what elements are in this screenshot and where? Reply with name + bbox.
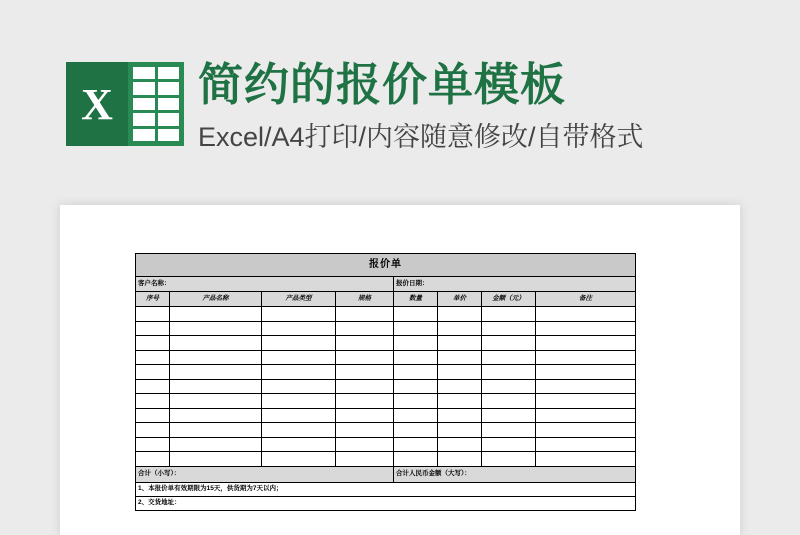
cell-remark xyxy=(536,379,636,394)
cell-amount xyxy=(482,437,536,452)
cell-spec xyxy=(336,307,394,322)
cell-spec xyxy=(336,394,394,409)
cell-index xyxy=(136,408,170,423)
column-header-index: 序号 xyxy=(136,292,170,307)
table-row xyxy=(136,365,636,380)
cell-quantity xyxy=(394,350,438,365)
notes-row-1 xyxy=(136,482,636,496)
cell-spec xyxy=(336,350,394,365)
cell-product-name xyxy=(170,423,262,438)
cell-unit-price xyxy=(438,365,482,380)
table-row xyxy=(136,321,636,336)
table-row xyxy=(136,379,636,394)
column-header-product-type: 产品类型 xyxy=(262,292,336,307)
cell-quantity xyxy=(394,452,438,467)
cell-index xyxy=(136,350,170,365)
cell-remark xyxy=(536,365,636,380)
banner-text xyxy=(198,58,644,156)
cell-remark xyxy=(536,307,636,322)
cell-product-type xyxy=(262,365,336,380)
table-row xyxy=(136,394,636,409)
quote-table xyxy=(135,253,636,511)
quote-sheet xyxy=(135,253,635,511)
cell-spec xyxy=(336,321,394,336)
cell-quantity xyxy=(394,408,438,423)
cell-remark xyxy=(536,452,636,467)
cell-unit-price xyxy=(438,408,482,423)
cell-index xyxy=(136,379,170,394)
cell-quantity xyxy=(394,336,438,351)
table-row xyxy=(136,336,636,351)
cell-quantity xyxy=(394,365,438,380)
note-line-2: 2、交货地址： xyxy=(136,496,636,510)
cell-amount xyxy=(482,423,536,438)
cell-quantity xyxy=(394,423,438,438)
excel-logo-letter: X xyxy=(66,62,128,146)
cell-remark xyxy=(536,350,636,365)
cell-spec xyxy=(336,437,394,452)
cell-amount xyxy=(482,336,536,351)
column-header-spec: 规格 xyxy=(336,292,394,307)
cell-index xyxy=(136,307,170,322)
cell-index xyxy=(136,452,170,467)
cell-unit-price xyxy=(438,452,482,467)
cell-remark xyxy=(536,408,636,423)
cell-product-name xyxy=(170,350,262,365)
table-row xyxy=(136,408,636,423)
cell-spec xyxy=(336,365,394,380)
cell-product-name xyxy=(170,437,262,452)
table-meta-row xyxy=(136,277,636,292)
cell-amount xyxy=(482,408,536,423)
cell-amount xyxy=(482,379,536,394)
cell-spec xyxy=(336,379,394,394)
table-row xyxy=(136,350,636,365)
cell-unit-price xyxy=(438,321,482,336)
cell-quantity xyxy=(394,394,438,409)
cell-product-type xyxy=(262,452,336,467)
cell-index xyxy=(136,365,170,380)
cell-product-name xyxy=(170,379,262,394)
cell-index xyxy=(136,394,170,409)
cell-unit-price xyxy=(438,437,482,452)
column-header-quantity: 数量 xyxy=(394,292,438,307)
cell-unit-price xyxy=(438,336,482,351)
table-header-row xyxy=(136,292,636,307)
cell-product-type xyxy=(262,307,336,322)
cell-unit-price xyxy=(438,350,482,365)
cell-unit-price xyxy=(438,379,482,394)
cell-product-type xyxy=(262,394,336,409)
table-row xyxy=(136,423,636,438)
cell-product-name xyxy=(170,307,262,322)
cell-spec xyxy=(336,336,394,351)
table-title-row xyxy=(136,254,636,277)
quote-date-label: 报价日期： xyxy=(394,277,636,292)
document-preview xyxy=(60,205,740,535)
cell-spec xyxy=(336,408,394,423)
total-rmb-label: 合计人民币金额（大写）： xyxy=(394,466,636,482)
cell-amount xyxy=(482,350,536,365)
cell-quantity xyxy=(394,379,438,394)
notes-row-2 xyxy=(136,496,636,510)
cell-quantity xyxy=(394,437,438,452)
table-row xyxy=(136,307,636,322)
cell-amount xyxy=(482,452,536,467)
column-header-amount: 金额（元） xyxy=(482,292,536,307)
page-subtitle: Excel/A4打印/内容随意修改/自带格式 xyxy=(198,122,644,152)
excel-logo-grid-icon xyxy=(128,62,184,146)
column-header-unit-price: 单价 xyxy=(438,292,482,307)
cell-product-name xyxy=(170,408,262,423)
cell-quantity xyxy=(394,307,438,322)
cell-product-name xyxy=(170,452,262,467)
note-line-1: 1、本报价单有效期限为15天，供货期为7天以内； xyxy=(136,482,636,496)
cell-remark xyxy=(536,423,636,438)
cell-amount xyxy=(482,321,536,336)
cell-product-type xyxy=(262,423,336,438)
total-sum-label: 合计（小写）： xyxy=(136,466,394,482)
cell-index xyxy=(136,336,170,351)
cell-product-name xyxy=(170,365,262,380)
cell-product-type xyxy=(262,350,336,365)
customer-name-label: 客户名称： xyxy=(136,277,394,292)
cell-amount xyxy=(482,365,536,380)
table-total-row xyxy=(136,466,636,482)
cell-product-name xyxy=(170,394,262,409)
cell-amount xyxy=(482,394,536,409)
cell-index xyxy=(136,423,170,438)
cell-remark xyxy=(536,437,636,452)
excel-logo xyxy=(66,62,184,146)
page-title: 简约的报价单模板 xyxy=(198,59,567,110)
cell-remark xyxy=(536,321,636,336)
cell-product-type xyxy=(262,437,336,452)
cell-product-type xyxy=(262,321,336,336)
column-header-remark: 备注 xyxy=(536,292,636,307)
cell-unit-price xyxy=(438,423,482,438)
table-row xyxy=(136,437,636,452)
cell-amount xyxy=(482,307,536,322)
cell-remark xyxy=(536,336,636,351)
cell-spec xyxy=(336,423,394,438)
cell-product-type xyxy=(262,379,336,394)
cell-index xyxy=(136,321,170,336)
table-row xyxy=(136,452,636,467)
cell-product-name xyxy=(170,336,262,351)
column-header-product-name: 产品名称 xyxy=(170,292,262,307)
cell-product-name xyxy=(170,321,262,336)
cell-quantity xyxy=(394,321,438,336)
cell-spec xyxy=(336,452,394,467)
cell-remark xyxy=(536,394,636,409)
document-title: 报价单 xyxy=(136,254,636,277)
cell-product-type xyxy=(262,408,336,423)
cell-index xyxy=(136,437,170,452)
cell-unit-price xyxy=(438,307,482,322)
cell-product-type xyxy=(262,336,336,351)
header-banner xyxy=(0,0,800,196)
cell-unit-price xyxy=(438,394,482,409)
